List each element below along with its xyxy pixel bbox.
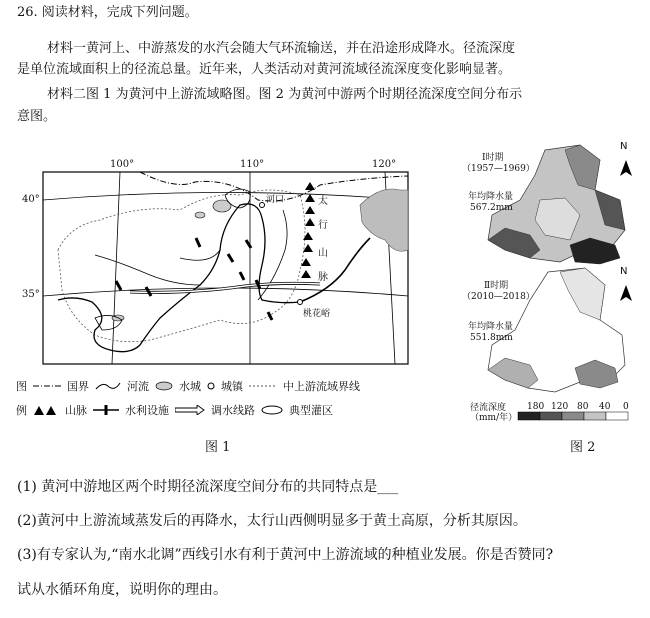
label-hekou: 河口 bbox=[266, 195, 285, 205]
legend-border: 国界 bbox=[67, 380, 89, 393]
legend-label-tu: 图 bbox=[16, 380, 27, 393]
legend-basin-boundary: 中上游流域界线 bbox=[283, 380, 360, 393]
legend-city: 城镇 bbox=[221, 380, 243, 393]
label-taohuayu: 桃花峪 bbox=[303, 309, 331, 319]
figure2-caption: 图 2 bbox=[570, 440, 596, 455]
period1-precip-label: 年均降水量 bbox=[468, 192, 514, 202]
scale-40: 40 bbox=[599, 402, 611, 412]
lon-100: 100° bbox=[110, 159, 135, 170]
scale-180: 180 bbox=[527, 402, 545, 412]
label-tai: 太 bbox=[318, 196, 328, 207]
period2-title: Ⅱ时期 bbox=[484, 281, 509, 291]
subquestion-3-line2: 试从水循环角度，说明你的理由。 bbox=[17, 582, 227, 598]
question-title: 26. 阅读材料，完成下列问题。 bbox=[17, 5, 198, 20]
legend-mountain: 山脉 bbox=[65, 404, 87, 417]
legend-irrigation: 典型灌区 bbox=[289, 404, 333, 417]
subquestion-1: (1) 黄河中游地区两个时期径流深度空间分布的共同特点是___ bbox=[17, 479, 399, 495]
subquestion-2: (2)黄河中上游流域蒸发后的再降水，太行山西侧明显多于黄土高原，分析其原因。 bbox=[17, 513, 527, 529]
scale-120: 120 bbox=[551, 402, 569, 412]
period1-years: （1957—1969） bbox=[462, 164, 535, 174]
period2-precip-value: 551.8mm bbox=[470, 333, 513, 343]
legend-hydraulic: 水利设施 bbox=[125, 404, 169, 417]
period2-years: （2010—2018） bbox=[462, 292, 535, 302]
lon-110: 110° bbox=[240, 159, 265, 170]
legend-lake: 水城 bbox=[179, 380, 201, 393]
material1-line1: 材料一黄河上、中游蒸发的水汽会随大气环流输送，并在沿途形成降水。径流深度 bbox=[47, 41, 516, 56]
legend-transfer: 调水线路 bbox=[211, 404, 255, 417]
period1-precip-value: 567.2mm bbox=[470, 203, 513, 213]
period1-title: Ⅰ时期 bbox=[482, 153, 504, 163]
lat-40: 40° bbox=[22, 194, 40, 205]
label-hang: 行 bbox=[318, 220, 328, 231]
scale-80: 80 bbox=[577, 402, 589, 412]
label-shan: 山 bbox=[318, 248, 328, 259]
scale-title: 径流深度 bbox=[470, 403, 507, 413]
north-label-2: N bbox=[620, 266, 628, 277]
material2-line1: 材料二图 1 为黄河中上游流域略图。图 2 为黄河中游两个时期径流深度空间分布示 bbox=[47, 87, 523, 102]
legend-label-li: 例 bbox=[16, 404, 27, 417]
lat-35: 35° bbox=[22, 289, 40, 300]
period2-precip-label: 年均降水量 bbox=[468, 322, 514, 332]
lon-120: 120° bbox=[372, 159, 397, 170]
material1-line2: 是单位流域面积上的径流总量。近年来，人类活动对黄河流域径流深度变化影响显著。 bbox=[17, 62, 512, 77]
figure1-caption: 图 1 bbox=[205, 440, 231, 455]
material2-line2: 意图。 bbox=[17, 109, 57, 124]
legend-river: 河流 bbox=[127, 380, 149, 393]
scale-0: 0 bbox=[623, 402, 629, 412]
north-label-1: N bbox=[620, 141, 628, 152]
subquestion-3-line1: (3)有专家认为,“南水北调”西线引水有利于黄河中上游流域的种植业发展。你是否赞同? bbox=[17, 547, 554, 563]
scale-unit: （mm/年） bbox=[470, 413, 518, 423]
label-mai: 脉 bbox=[318, 272, 328, 283]
